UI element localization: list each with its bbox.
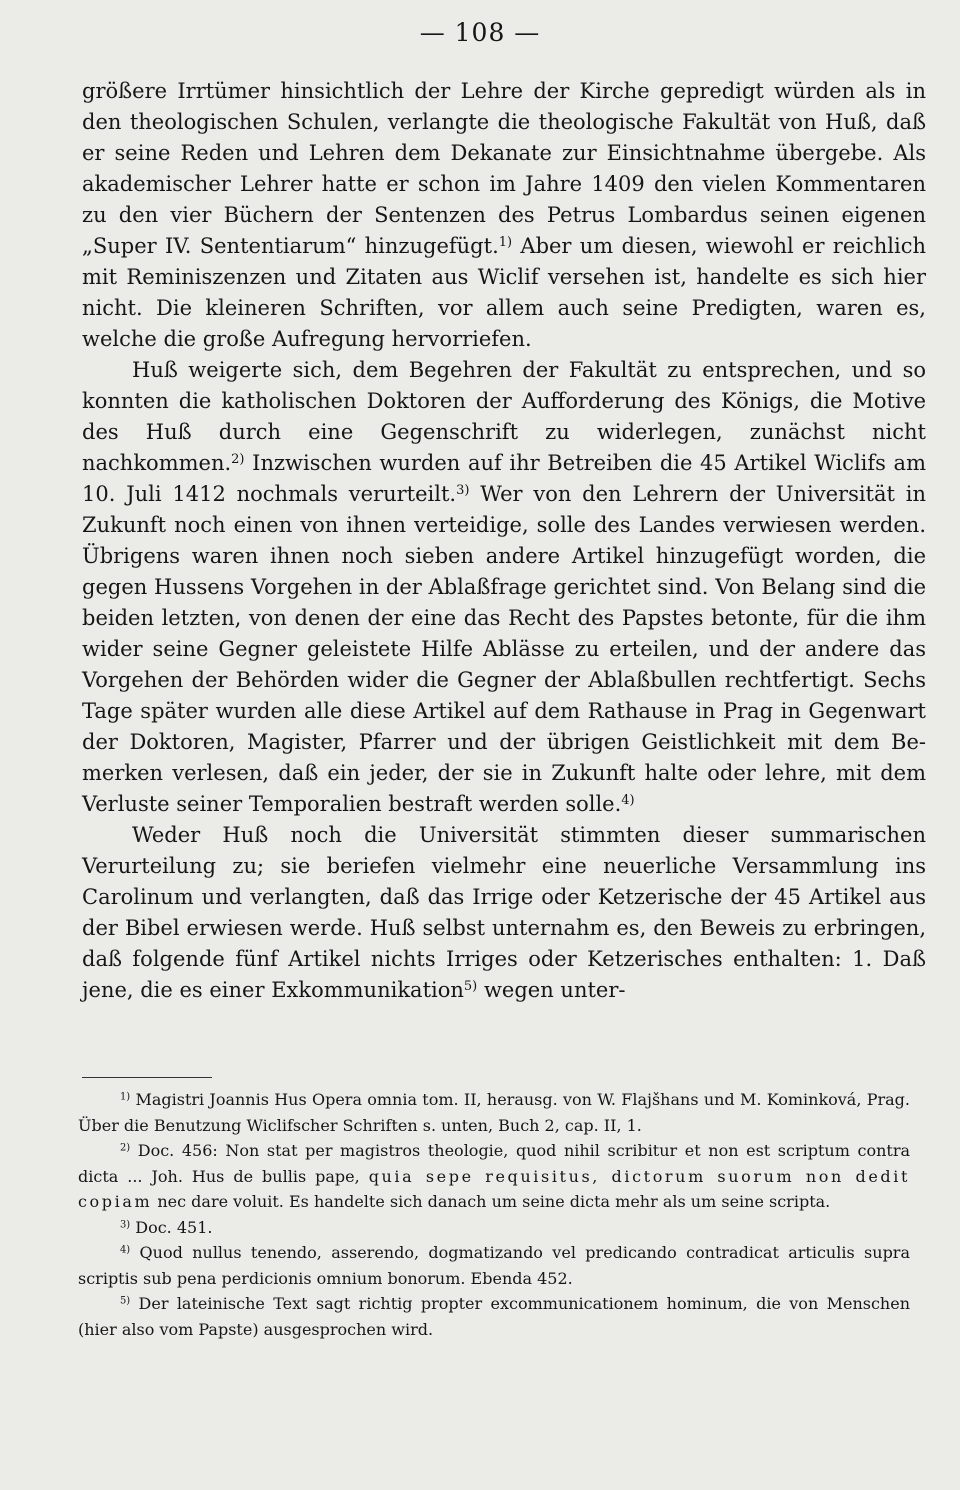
paragraph-1-text-a: größere Irrtümer hinsichtlich der Lehre der Kirche gepredigt würden als in den theologischen Schulen, verlangte die theologische Fakultät von Huß, daß er seine Reden und Lehren dem Dekanate zur Einsichtnahme übergebe. Als akademischer Lehrer hatte er schon im Jahre 1409 den vielen Kommentaren zu den vier Büchern der Sentenzen des Petrus Lombardus seinen eigenen „Super IV. Sententiarum“ hinzugefügt. xyxy=(82,79,926,258)
main-text xyxy=(82,76,926,1006)
footnote-marker-2: 2) xyxy=(120,1142,131,1154)
footnote-1 xyxy=(78,1087,910,1138)
footnote-marker-3: 3) xyxy=(120,1219,131,1231)
footnote-text-5: Der lateinische Text sagt richtig propter excommunicationem hominum, die von Menschen (hier also vom Papste) ausgesprochen wird. xyxy=(78,1294,910,1339)
paragraph-2-text-b: Inzwischen wurden auf ihr Betreiben die 45 Artikel Wiclifs am 10. Juli 1412 nochmals verurteilt. xyxy=(82,451,926,506)
footnote-ref-2: 2) xyxy=(231,451,245,467)
footnote-ref-1: 1) xyxy=(498,234,513,250)
footnote-text-2b: nec dare voluit. Es handelte sich danach um seine dicta mehr als um seine scripta. xyxy=(152,1192,831,1211)
paragraph-1 xyxy=(82,76,926,355)
footnote-4 xyxy=(78,1240,910,1291)
footnote-ref-4: 4) xyxy=(621,792,635,808)
page-number: — 108 — xyxy=(419,18,541,47)
paragraph-2 xyxy=(82,355,926,820)
footnote-text-4: Quod nullus tenendo, asserendo, dogmatizando vel predicando contradicat articulis supra scriptis sub pena perdicionis omnium bonorum. Ebenda 452. xyxy=(78,1243,910,1288)
footnote-2 xyxy=(78,1138,910,1215)
footnote-text-2a: Doc. 456: Non stat per magistros theologie, quod nihil scribitur et non est scriptum contra dicta ... Joh. Hus de bullis pape, xyxy=(78,1141,910,1186)
paragraph-1-text-b: Aber um diesen, wiewohl er reichlich mit Reminiszenzen und Zitaten aus Wiclif versehen ist, handelte es sich hier nicht. Die kleineren Schriften, vor allem auch seine Predigten, waren es, welche die große Aufregung hervorriefen. xyxy=(82,234,926,351)
footnote-text-3: Doc. 451. xyxy=(130,1217,213,1237)
footnote-divider xyxy=(82,1077,212,1078)
paragraph-2-text-a: Huß weigerte sich, dem Begehren der Fakultät zu entsprechen, und so konnten die katholischen Doktoren der Aufforderung des Königs, die Motive des Huß durch eine Gegenschrift zu widerlegen, zunächst nicht nachkommen. xyxy=(82,358,926,475)
footnote-text-1: Magistri Joannis Hus Opera omnia tom. II, herausg. von W. Flajšhans und M. Kominková, Prag. Über die Benutzung Wiclifscher Schriften s. unten, Buch 2, cap. II, 1. xyxy=(78,1090,910,1135)
footnote-3 xyxy=(78,1215,910,1241)
footnotes xyxy=(78,1087,910,1342)
footnote-marker-4: 4) xyxy=(120,1244,131,1256)
footnote-ref-5: 5) xyxy=(463,978,478,994)
footnote-5 xyxy=(78,1291,910,1342)
paragraph-3 xyxy=(82,820,926,1006)
footnote-text-2-spaced: quia sepe requisitus, dictorum suorum non dedit copiam xyxy=(78,1166,910,1211)
footnote-marker-5: 5) xyxy=(120,1295,131,1307)
footnote-marker-1: 1) xyxy=(120,1091,131,1103)
paragraph-3-text-b: wegen unter- xyxy=(477,978,626,1002)
paragraph-3-text-a: Weder Huß noch die Universität stimmten dieser summarischen Verurteilung zu; sie beriefen vielmehr eine neuerliche Versammlung ins Carolinum und verlangten, daß das Irrige oder Ketzerische der 45 Artikel aus der Bibel erwiesen werde. Huß selbst unternahm es, den Beweis zu erbringen, daß folgende fünf Artikel nichts Irriges oder Ketzerisches enthalten: 1. Daß jene, die es einer Exkommunikation xyxy=(82,823,926,1002)
footnote-ref-3: 3) xyxy=(456,482,470,498)
paragraph-2-text-c: Wer von den Lehrern der Universität in Zukunft noch einen von ihnen verteidige, solle des Landes verwiesen werden. Übrigens waren ihnen noch sieben andere Artikel hinzugefügt worden, die gegen Hussens Vorgehen in der Ablaßfrage gerichtet sind. Von Belang sind die beiden letzten, von denen der eine das Recht des Papstes betonte, für die ihm wider seine Gegner geleistete Hilfe Ablässe zu erteilen, und der andere das Vorgehen der Behörden wider die Gegner der Ablaßbullen rechtfertigt. Sechs Tage später wurden alle diese Artikel auf dem Rathause in Prag in Gegenwart der Doktoren, Magister, Pfarrer und der übrigen Geistlichkeit mit dem Bemerken verlesen, daß ein jeder, der sie in Zukunft halte oder lehre, mit dem Verluste seiner Temporalien bestraft werden solle. xyxy=(82,482,926,816)
